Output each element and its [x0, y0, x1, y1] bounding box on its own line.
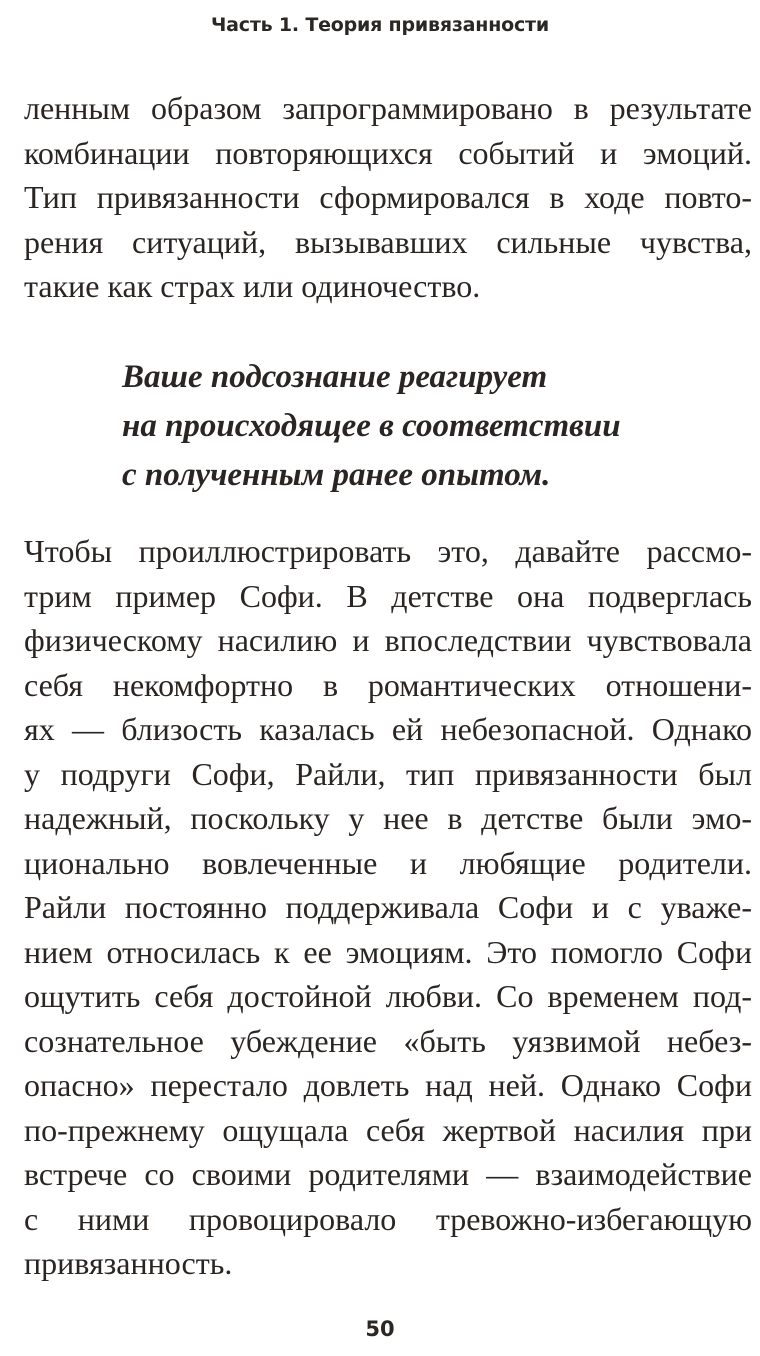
text-line: привязанность. [24, 1245, 233, 1281]
text-line: Чтобы проиллюстрировать это, давайте рассмо- [24, 533, 752, 569]
text-line: такие как страх или одиночество. [24, 268, 481, 304]
text-line: опасно» перестало довлеть над ней. Однако Софи [24, 1067, 752, 1103]
text-line: ощутить себя достойной любви. Со временем под- [24, 978, 752, 1014]
text-line: надежный, поскольку у нее в детстве были эмо- [24, 800, 752, 836]
text-line: трим пример Софи. В детстве она подверглась [24, 577, 752, 614]
text-line: себя некомфортно в романтических отношени- [24, 666, 752, 703]
pull-quote-line: Ваше подсознание реагирует [122, 359, 548, 395]
text-line: ленным образом запрограммировано в результате [24, 90, 752, 126]
text-line: Тип привязанности сформировался в ходе повто- [24, 179, 752, 215]
text-line: физическому насилию и впоследствии чувствовала [24, 622, 752, 658]
text-line: по-прежнему ощущала себя жертвой насилия при [24, 1111, 752, 1148]
pull-quote [122, 353, 722, 500]
text-line: ях — близость казалась ей небезопасной. Однако [24, 711, 752, 747]
text-line: ционально вовлеченные и любящие родители. [24, 844, 752, 881]
paragraph-2 [24, 529, 752, 1286]
page-number: 50 [365, 1317, 395, 1341]
paragraph-1 [24, 86, 752, 309]
pull-quote-line: с полученным ранее опытом. [122, 457, 551, 493]
text-line: сознательное убеждение «быть уязвимой небез- [24, 1022, 752, 1059]
running-head: Часть 1. Теория привязанности [211, 14, 549, 36]
pull-quote-line: на происходящее в соответствии [122, 408, 621, 444]
text-line: у подруги Софи, Райли, тип привязанности был [24, 755, 752, 792]
text-line: Райли постоянно поддерживала Софи и с уваже- [24, 889, 752, 925]
text-line: с ними провоцировало тревожно-избегающую [24, 1200, 752, 1237]
text-line: встрече со своими родителями — взаимодействие [24, 1156, 752, 1192]
text-line: рения ситуаций, вызывавших сильные чувства, [24, 223, 752, 260]
text-line: нием относилась к ее эмоциям. Это помогло Софи [24, 933, 752, 970]
text-line: комбинации повторяющихся событий и эмоций. [24, 134, 752, 171]
